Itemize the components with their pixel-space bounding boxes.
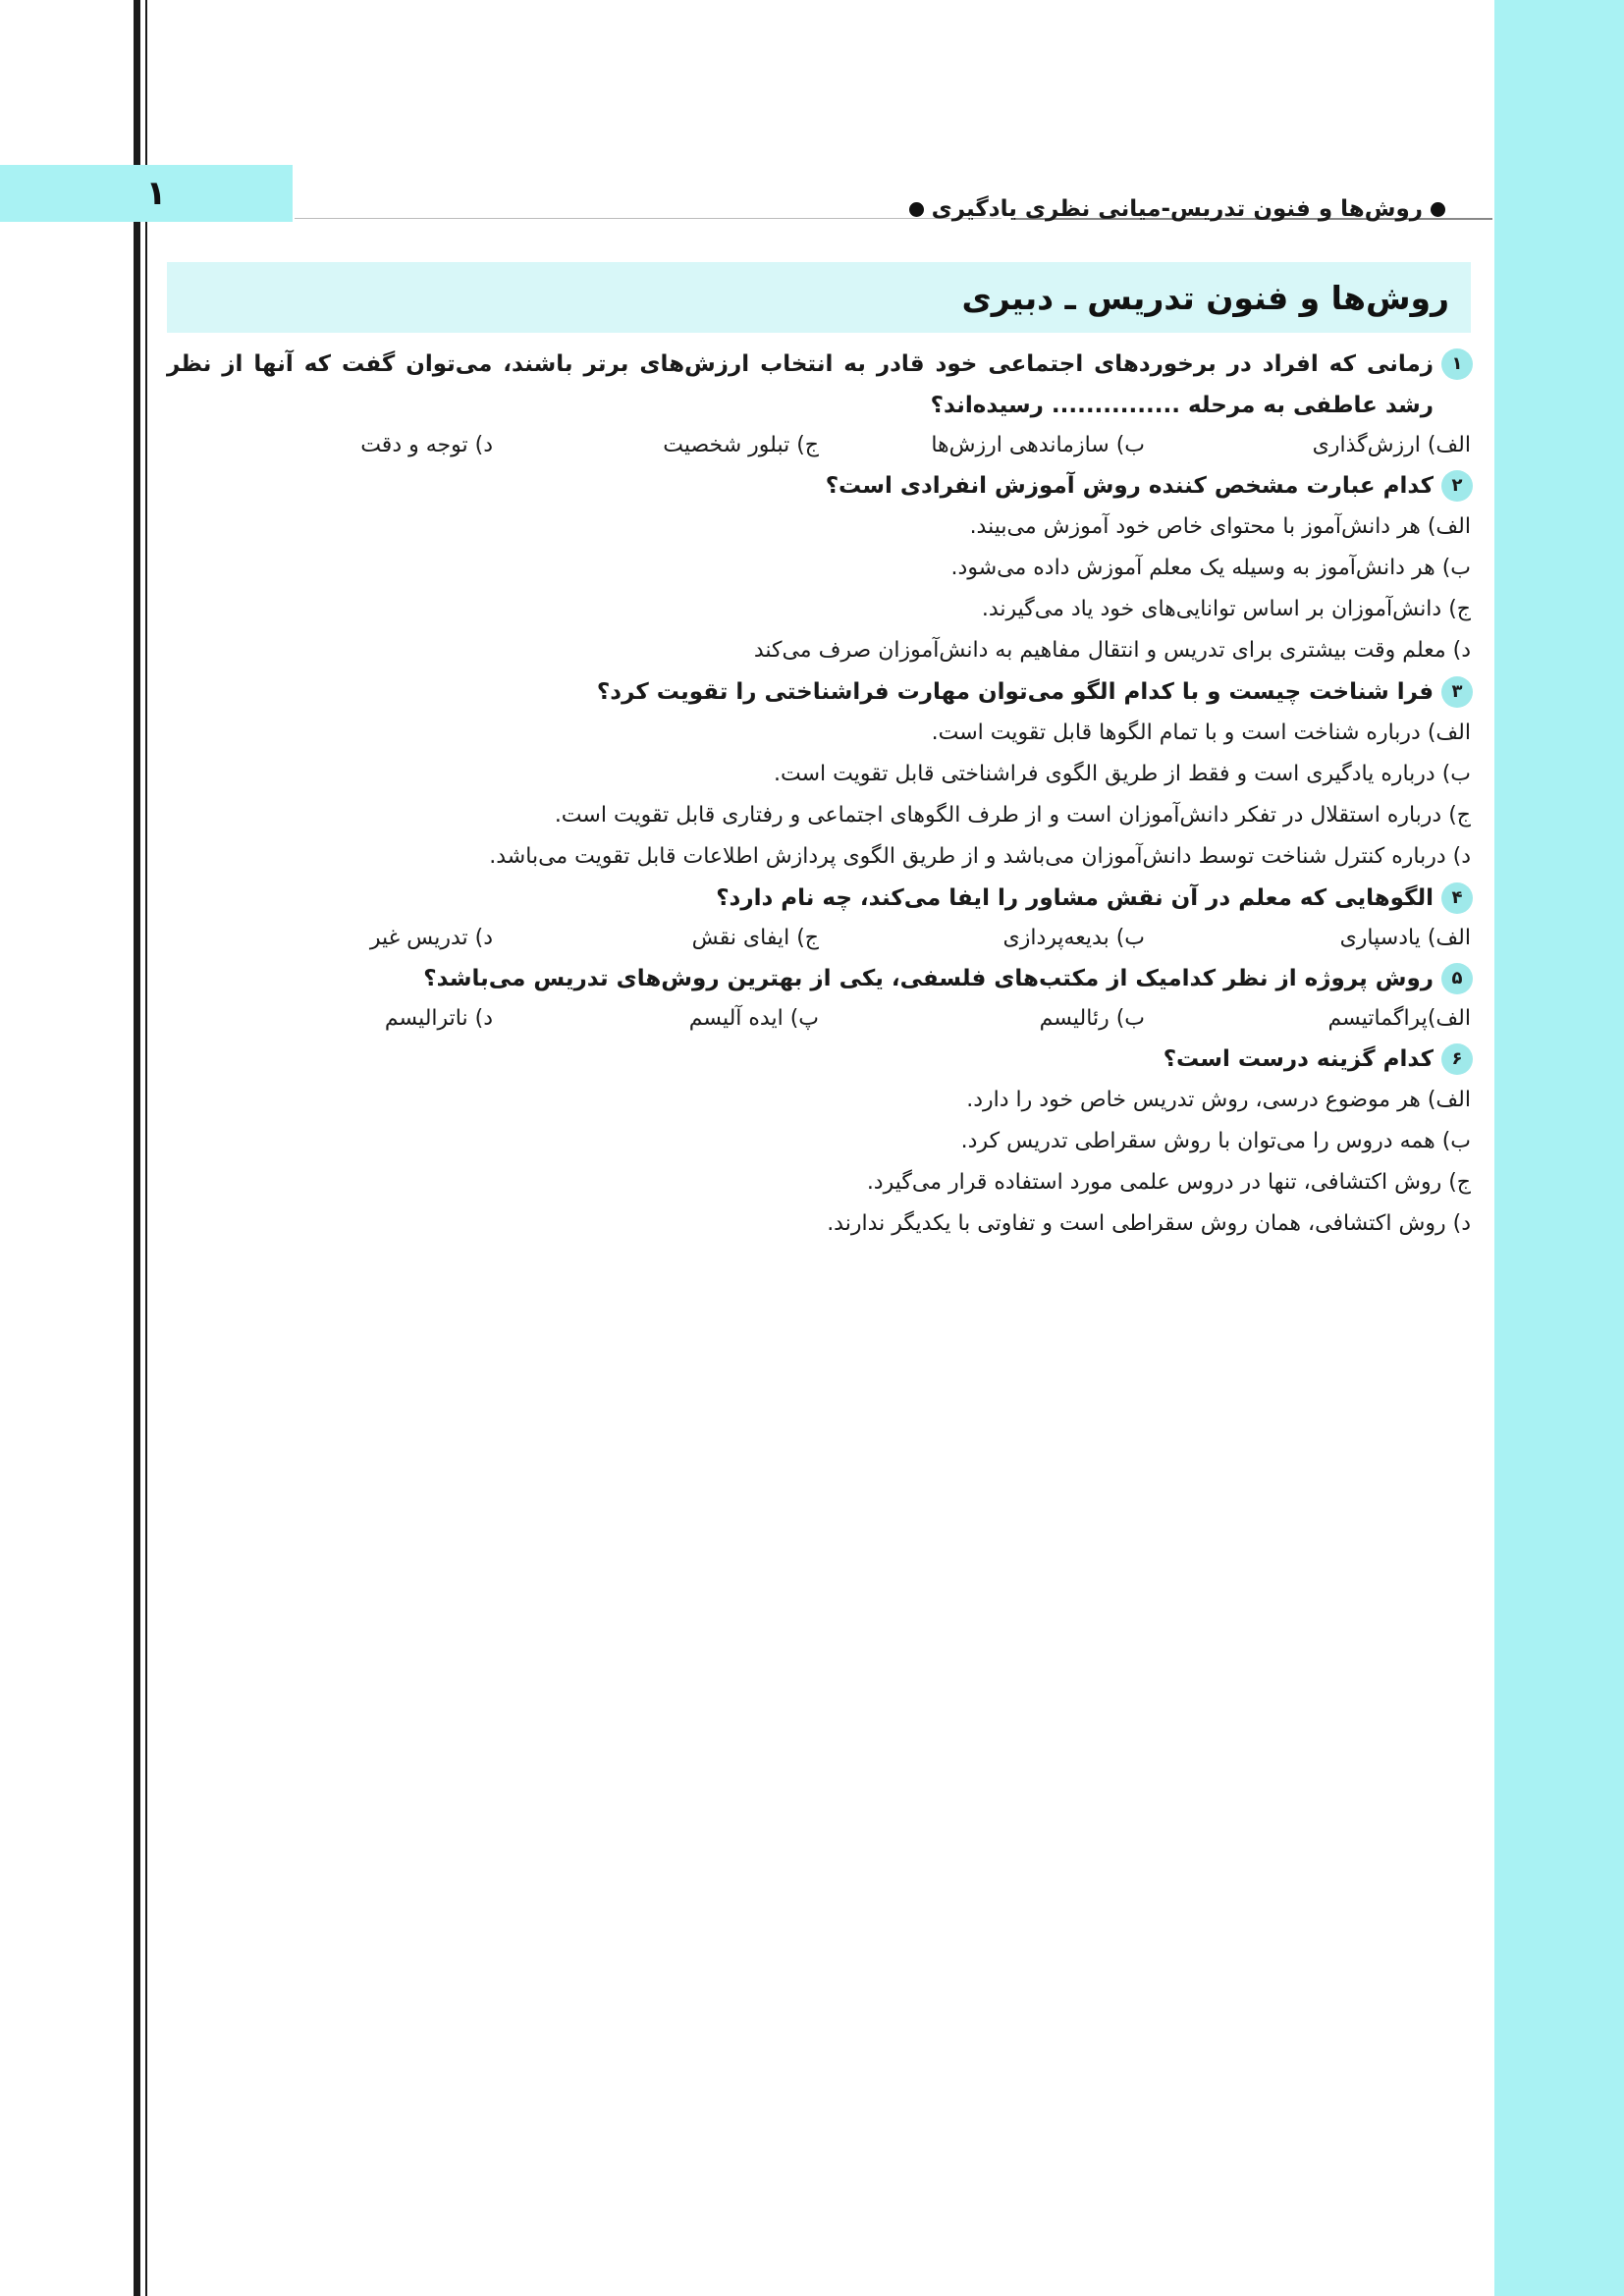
question-text: روش پروژه از نظر کدامیک از مکتب‌های فلسفی، یکی از بهترین روش‌های تدریس می‌باشد؟ (423, 966, 1434, 991)
option: الف) یادسپاری (1339, 926, 1471, 950)
running-head-text: روش‌ها و فنون تدریس-میانی نظری یادگیری (931, 196, 1423, 222)
option: ب) درباره یادگیری است و فقط از طریق الگوی فراشناختی قابل تقویت است. (773, 762, 1471, 786)
running-head (295, 196, 1494, 226)
option: ب) بدیعه‌پردازی (1002, 926, 1145, 950)
option: الف) هر موضوع درسی، روش تدریس خاص خود را دارد. (966, 1088, 1471, 1112)
question-5 (167, 958, 1473, 1039)
options-list (167, 507, 1473, 671)
options-row (167, 919, 1473, 958)
page-number-tab (0, 165, 293, 222)
option: ج) ایفای نقش (691, 926, 819, 950)
option: الف)پراگماتیسم (1327, 1006, 1471, 1031)
question-number-badge: ۱ (1441, 348, 1473, 380)
question-number-badge: ۴ (1441, 882, 1473, 914)
option: د) درباره کنترل شناخت توسط دانش‌آموزان می‌باشد و از طریق الگوی پردازش اطلاعات قابل تقویت می‌باشد. (489, 844, 1471, 869)
option: ب) سازماندهی ارزش‌ها (931, 433, 1145, 457)
question-1 (167, 344, 1473, 465)
margin-rule-thin (145, 0, 147, 2296)
question-number-badge: ۶ (1441, 1043, 1473, 1075)
option: د) روش اکتشافی، همان روش سقراطی است و تفاوتی با یکدیگر ندارند. (827, 1211, 1471, 1236)
option: پ) ایده آلیسم (688, 1006, 819, 1031)
question-text: کدام گزینه درست است؟ (1163, 1046, 1434, 1072)
question-number-badge: ۳ (1441, 676, 1473, 708)
question-6 (167, 1039, 1473, 1245)
option: ج) روش اکتشافی، تنها در دروس علمی مورد استفاده قرار می‌گیرد. (866, 1170, 1471, 1195)
option: ب) هر دانش‌آموز به وسیله یک معلم آموزش داده می‌شود. (950, 556, 1471, 580)
option: ج) درباره استقلال در تفکر دانش‌آموزان است و از طرف الگوهای اجتماعی و رفتاری قابل تقویت است. (554, 803, 1471, 828)
options-row (167, 426, 1473, 465)
option: الف) ارزش‌گذاری (1312, 433, 1471, 457)
option: د) معلم وقت بیشتری برای تدریس و انتقال مفاهیم به دانش‌آموزان صرف می‌کند (753, 638, 1471, 663)
question-number-badge: ۵ (1441, 963, 1473, 994)
question-3 (167, 671, 1473, 878)
options-row (167, 999, 1473, 1039)
option: د) تدریس غیر (369, 926, 493, 950)
page-number: ۱ (145, 174, 167, 213)
question-list (167, 344, 1473, 1245)
option: د) توجه و دقت (360, 433, 493, 457)
options-list (167, 1080, 1473, 1245)
question-text: کدام عبارت مشخص کننده روش آموزش انفرادی است؟ (825, 473, 1434, 499)
option: د) ناترالیسم (384, 1006, 493, 1031)
option: ب) همه دروس را می‌توان با روش سقراطی تدریس کرد. (960, 1129, 1471, 1153)
question-text: زمانی که افراد در برخوردهای اجتماعی خود قادر به انتخاب ارزش‌های برتر باشند، می‌توان گفت که آنها از نظر رشد عاطفی به مرحله ............... رسیده‌اند؟ (167, 351, 1434, 418)
option: الف) درباره شناخت است و با تمام الگوها قابل تقویت است. (931, 721, 1471, 745)
bullet-icon (1431, 202, 1445, 217)
question-4 (167, 878, 1473, 958)
option: ج) دانش‌آموزان بر اساس توانایی‌های خود یاد می‌گیرند. (981, 597, 1471, 621)
options-list (167, 713, 1473, 878)
bullet-icon (909, 202, 924, 217)
section-title: روش‌ها و فنون تدریس ـ دبیری (961, 278, 1449, 317)
margin-rule-thick (134, 0, 140, 2296)
side-color-strip (1494, 0, 1624, 2296)
option: ب) رئالیسم (1039, 1006, 1145, 1031)
question-text: الگوهایی که معلم در آن نقش مشاور را ایفا می‌کند، چه نام دارد؟ (716, 885, 1434, 911)
option: ج) تبلور شخصیت (663, 433, 819, 457)
option: الف) هر دانش‌آموز با محتوای خاص خود آموزش می‌بیند. (969, 514, 1471, 539)
question-2 (167, 465, 1473, 671)
section-title-box (167, 262, 1471, 333)
question-text: فرا شناخت چیست و با کدام الگو می‌توان مهارت فراشناختی را تقویت کرد؟ (596, 679, 1434, 705)
question-number-badge: ۲ (1441, 470, 1473, 502)
